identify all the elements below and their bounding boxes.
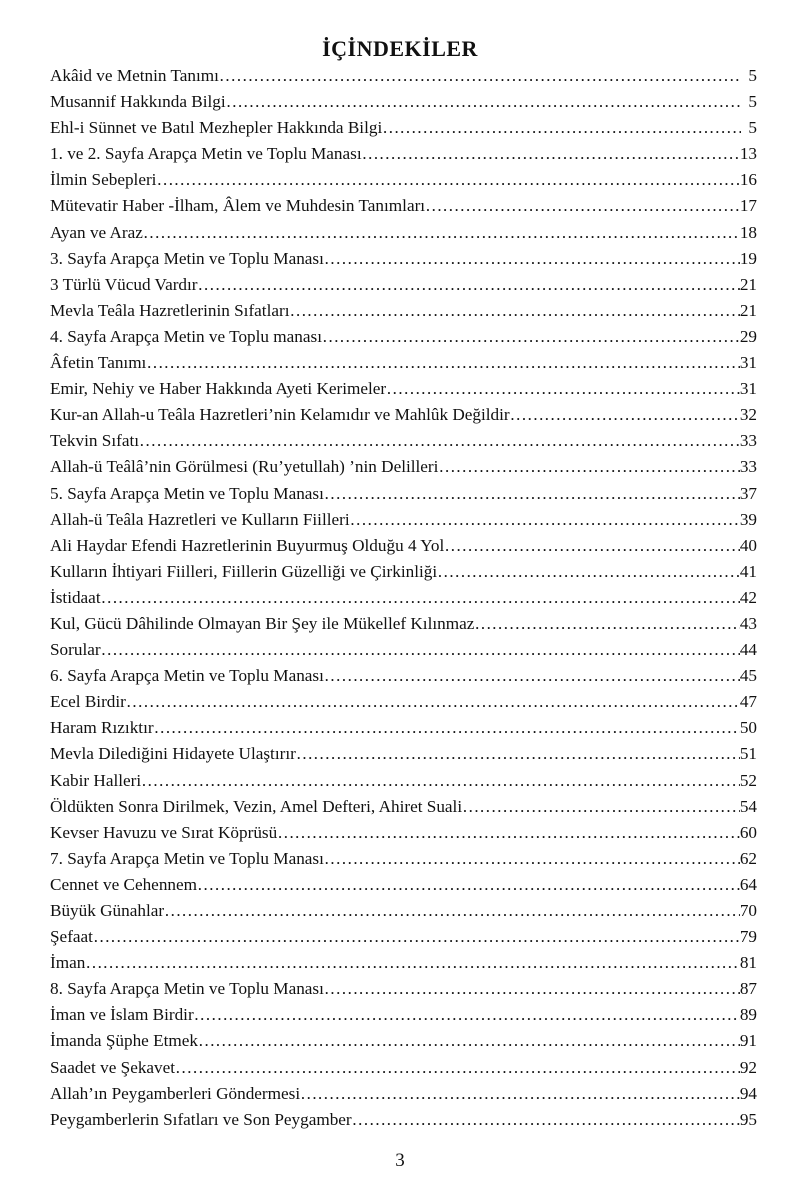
toc-entry-page: 31 [739, 353, 757, 373]
toc-entry-title: Allah-ü Teâlâ’nin Görülmesi (Ru’yetullah) ’nin Delilleri [50, 457, 439, 477]
toc-entry [50, 376, 757, 402]
dot-leader [324, 976, 740, 1002]
toc-entry-title: Şefaat [50, 927, 93, 947]
toc-entry [50, 1081, 757, 1107]
toc-entry [50, 950, 757, 976]
toc-entry-title: Allah’ın Peygamberleri Göndermesi [50, 1083, 301, 1103]
dot-leader [350, 507, 740, 533]
toc-entry-page: 79 [739, 927, 757, 947]
toc-entry-page: 44 [739, 640, 757, 660]
dot-leader [101, 637, 740, 663]
dot-leader [154, 715, 740, 741]
dot-leader [175, 1055, 740, 1081]
toc-entry [50, 324, 757, 350]
dot-leader [93, 924, 740, 950]
toc-entry-title: 5. Sayfa Arapça Metin ve Toplu Manası [50, 483, 324, 503]
dot-leader [197, 872, 740, 898]
dot-leader [324, 246, 740, 272]
toc-entry-title: Ayan ve Araz [50, 222, 143, 242]
dot-leader [324, 846, 740, 872]
toc-entry [50, 820, 757, 846]
toc-entry [50, 115, 757, 141]
dot-leader [444, 533, 740, 559]
toc-entry [50, 846, 757, 872]
dot-leader [438, 454, 739, 480]
toc-entry [50, 872, 757, 898]
toc-entry [50, 63, 757, 89]
toc-entry [50, 924, 757, 950]
toc-entry [50, 611, 757, 637]
toc-entry-title: 3 Türlü Vücud Vardır [50, 274, 198, 294]
toc-entry [50, 585, 757, 611]
toc-entry-title: Haram Rızıktır [50, 718, 154, 738]
toc-entry [50, 141, 757, 167]
toc-entry-page: 37 [739, 483, 757, 503]
dot-leader [296, 741, 740, 767]
dot-leader [386, 376, 740, 402]
toc-entry-title: 1. ve 2. Sayfa Arapça Metin ve Toplu Manası [50, 144, 362, 164]
toc-entry-page: 95 [739, 1109, 757, 1129]
toc-entry-page: 89 [739, 1005, 757, 1025]
toc-entry-page: 16 [739, 170, 757, 190]
toc-entry-page: 64 [739, 874, 757, 894]
toc-entry-title: Akâid ve Metnin Tanımı [50, 66, 219, 85]
toc-entry [50, 1002, 757, 1028]
toc-entry-page: 21 [739, 274, 757, 294]
dot-leader [425, 193, 740, 219]
toc-entry-page: 31 [739, 379, 757, 399]
toc-entry-title: İstidaat [50, 587, 101, 607]
toc-entry [50, 663, 757, 689]
toc-entry-title: 8. Sayfa Arapça Metin ve Toplu Manası [50, 979, 324, 999]
dot-leader [146, 350, 739, 376]
dot-leader [85, 950, 739, 976]
toc-entry-page: 32 [739, 405, 757, 425]
toc-entry-title: Mevla Dilediğini Hidayete Ulaştırır [50, 744, 296, 764]
toc-entry [50, 298, 757, 324]
toc-entry-title: Kabir Halleri [50, 770, 142, 790]
toc-entry-title: Mütevatir Haber -İlham, Âlem ve Muhdesin Tanımları [50, 196, 426, 216]
toc-entry-title: 3. Sayfa Arapça Metin ve Toplu Manası [50, 248, 324, 268]
toc-entry-page: 17 [739, 196, 757, 216]
toc-entry-page: 94 [739, 1083, 757, 1103]
toc-list [50, 63, 757, 1133]
toc-entry-page: 54 [739, 796, 757, 816]
toc-entry-title: Âfetin Tanımı [50, 353, 147, 373]
toc-entry-title: Ecel Birdir [50, 692, 126, 712]
toc-entry-page: 52 [739, 770, 757, 790]
toc-entry-page: 5 [748, 66, 757, 85]
toc-entry [50, 220, 757, 246]
toc-entry-title: Cennet ve Cehennem [50, 874, 198, 894]
dot-leader [164, 898, 740, 924]
toc-entry-page: 92 [739, 1057, 757, 1077]
toc-entry [50, 428, 757, 454]
toc-entry [50, 167, 757, 193]
toc-entry-page: 62 [739, 848, 757, 868]
toc-entry-title: İlmin Sebepleri [50, 170, 157, 190]
toc-entry [50, 1107, 757, 1133]
toc-entry [50, 272, 757, 298]
toc-entry-page: 47 [739, 692, 757, 712]
toc-entry-title: Mevla Teâla Hazretlerinin Sıfatları [50, 300, 290, 320]
toc-entry [50, 637, 757, 663]
toc-entry-title: Musannif Hakkında Bilgi [50, 92, 226, 112]
page-number: 3 [395, 1150, 405, 1171]
toc-entry-page: 29 [739, 326, 757, 346]
toc-entry-page: 42 [739, 587, 757, 607]
toc-entry-page: 33 [739, 431, 757, 451]
toc-entry [50, 246, 757, 272]
toc-entry-title: 7. Sayfa Arapça Metin ve Toplu Manası [50, 848, 324, 868]
toc-entry-title: İman ve İslam Birdir [50, 1005, 194, 1025]
dot-leader [474, 611, 739, 637]
toc-entry-page: 51 [739, 744, 757, 764]
toc-entry-title: Ehl-i Sünnet ve Batıl Mezhepler Hakkında Bilgi [50, 118, 383, 138]
toc-entry [50, 350, 757, 376]
toc-entry-title: Allah-ü Teâla Hazretleri ve Kulların Fiilleri [50, 509, 350, 529]
toc-entry-title: Saadet ve Şekavet [50, 1057, 176, 1077]
dot-leader [226, 89, 741, 115]
toc-entry-title: Kevser Havuzu ve Sırat Köprüsü [50, 822, 278, 842]
toc-entry [50, 89, 757, 115]
toc-entry [50, 507, 757, 533]
toc-entry-page: 18 [739, 222, 757, 242]
toc-entry-page: 40 [739, 535, 757, 555]
toc-heading: İÇİNDEKİLER [322, 36, 478, 61]
toc-entry [50, 976, 757, 1002]
dot-leader [194, 1002, 740, 1028]
dot-leader [322, 324, 740, 350]
toc-entry [50, 454, 757, 480]
toc-entry-title: Kul, Gücü Dâhilinde Olmayan Bir Şey ile Mükellef Kılınmaz [50, 613, 475, 633]
toc-entry-page: 50 [739, 718, 757, 738]
toc-entry [50, 715, 757, 741]
toc-entry-title: İman [50, 953, 86, 973]
toc-entry [50, 1028, 757, 1054]
dot-leader [324, 481, 740, 507]
dot-leader [156, 167, 739, 193]
dot-leader [126, 689, 740, 715]
toc-entry-title: Peygamberlerin Sıfatları ve Son Peygamber [50, 1109, 352, 1129]
toc-entry [50, 1055, 757, 1081]
dot-leader [324, 663, 740, 689]
toc-entry [50, 898, 757, 924]
toc-entry-title: Tekvin Sıfatı [50, 431, 140, 451]
toc-entry [50, 193, 757, 219]
toc-entry-title: Sorular [50, 640, 101, 660]
toc-entry [50, 741, 757, 767]
toc-entry-title: İmanda Şüphe Etmek [50, 1031, 198, 1051]
toc-entry [50, 559, 757, 585]
dot-leader [101, 585, 740, 611]
toc-entry-title: Emir, Nehiy ve Haber Hakkında Ayeti Kerimeler [50, 379, 387, 399]
toc-entry [50, 794, 757, 820]
dot-leader [510, 402, 740, 428]
dot-leader [352, 1107, 740, 1133]
dot-leader [139, 428, 740, 454]
toc-entry-page: 33 [739, 457, 757, 477]
dot-leader [289, 298, 739, 324]
dot-leader [219, 63, 741, 89]
toc-entry-page: 5 [748, 118, 757, 138]
toc-entry-page: 87 [739, 979, 757, 999]
toc-entry-page: 70 [739, 901, 757, 920]
toc-entry [50, 768, 757, 794]
dot-leader [198, 272, 740, 298]
toc-entry-title: Kulların İhtiyari Fiilleri, Fiillerin Güzelliği ve Çirkinliği [50, 561, 438, 581]
toc-entry-page: 39 [739, 509, 757, 529]
toc-entry-page: 91 [739, 1031, 757, 1051]
dot-leader [437, 559, 740, 585]
toc-entry-page: 5 [748, 92, 757, 112]
toc-entry-title: Kur-an Allah-u Teâla Hazretleri’nin Kelamıdır ve Mahlûk Değildir [50, 405, 510, 425]
dot-leader [300, 1081, 740, 1107]
dot-leader [198, 1028, 740, 1054]
dot-leader [277, 820, 740, 846]
toc-entry-page: 43 [739, 613, 757, 633]
toc-entry-page: 41 [739, 561, 757, 581]
dot-leader [141, 768, 740, 794]
toc-entry-title: 4. Sayfa Arapça Metin ve Toplu manası [50, 326, 322, 346]
toc-entry-title: Ali Haydar Efendi Hazretlerinin Buyurmuş Olduğu 4 Yol [50, 535, 445, 555]
toc-entry-title: 6. Sayfa Arapça Metin ve Toplu Manası [50, 666, 324, 686]
toc-entry-page: 60 [739, 822, 757, 842]
toc-entry-title: Öldükten Sonra Dirilmek, Vezin, Amel Defteri, Ahiret Suali [50, 796, 463, 816]
dot-leader [143, 220, 740, 246]
toc-entry-page: 13 [739, 144, 757, 164]
toc-entry [50, 402, 757, 428]
toc-entry-page: 19 [739, 248, 757, 268]
toc-entry-title: Büyük Günahlar [50, 901, 165, 920]
dot-leader [362, 141, 740, 167]
toc-entry-page: 45 [739, 666, 757, 686]
toc-entry-page: 21 [739, 300, 757, 320]
dot-leader [462, 794, 740, 820]
dot-leader [382, 115, 741, 141]
toc-entry [50, 689, 757, 715]
toc-entry-page: 81 [739, 953, 757, 973]
toc-entry [50, 533, 757, 559]
toc-entry [50, 481, 757, 507]
